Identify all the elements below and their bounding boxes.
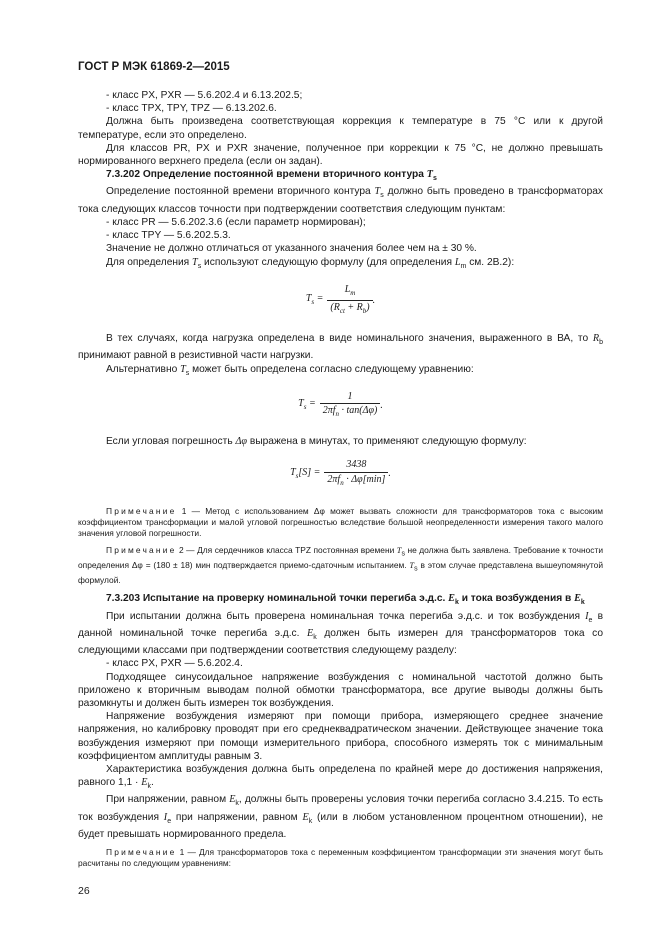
- paragraph: Напряжение возбуждения измеряют при помощи прибора, измеряющего среднее значение напряжения, но калибровку проводят при его среднеквадратическом значении. Действующее значение тока возбуждения измеряют при помощи измерительного прибора, способного измерять ток с минимальным коэффициентом амплитуды равным 3.: [78, 711, 603, 762]
- paragraph: Подходящее синусоидальное напряжение возбуждения с номинальной частотой должно быть приложено к вторичным выводам полной обмотки трансформатора, все другие выводы должны быть разомкнуты и должен быть измерен ток возбуждения.: [78, 671, 603, 709]
- page-number: 26: [78, 885, 90, 897]
- formula-ts-tan: $T_s$ = $\frac{1}{2\pi f_n \cdot \tan(\Delta\varphi)}$ .: [298, 390, 383, 419]
- paragraph: - класс PX, PXR — 5.6.202.4 и 6.13.202.5;: [106, 90, 303, 101]
- section-heading-7-3-203: 7.3.203 Испытание на проверку номинальной точки перегиба э.д.с. $E_k$ и тока возбуждения в $E_k$: [106, 593, 585, 607]
- paragraph: - класс TPX, TPY, TPZ — 6.13.202.6.: [106, 103, 277, 115]
- note-2: Примечание 2 — Для сердечников класса TPZ постоянная времени $T_s$ не должна быть заявлена. Требование к точности определения Δφ = (180 ± 18) мин подтверждается приемо-сдаточным испытанием. $T_s$ в этом случае представлена вышеупомянутой формулой.: [78, 545, 604, 586]
- paragraph: Альтернативно $T_s$ может быть определена согласно следующему уравнению:: [106, 363, 474, 377]
- paragraph: - класс PX, PXR — 5.6.202.4.: [106, 658, 243, 670]
- paragraph: Значение не должно отличаться от указанного значения более чем на ± 30 %.: [106, 243, 477, 255]
- paragraph: Определение постоянной времени вторичного контура $T_s$ должно быть проведено в трансформаторах тока следующих классов точности при подтверждении соответствия следующим пунктам:: [78, 186, 604, 215]
- paragraph: В тех случаях, когда нагрузка определена в виде номинального значения, выраженного в ВА, то $R_b$ принимают равной в резистивной части нагрузки.: [78, 333, 603, 362]
- paragraph: Для классов PR, PX и PXR значение, полученное при коррекции к 75 °С, не должно превышать нормированного верхнего предела (если он задан).: [78, 142, 603, 168]
- note-1: Примечание 1 — Метод с использованием Δφ может вызвать сложности для трансформаторов тока с высоким коэффициентом трансформации и малой угловой погрешностью вследствие большой неопределенности измерения такого малого значения угловой погрешности.: [78, 505, 603, 539]
- formula-ts-resistance: $T_s$ = $\frac{L_m}{(R_{ct} + R_b)}$ .: [305, 283, 376, 315]
- paragraph: При напряжении, равном $E_k$, должны быть проверены условия точки перегиба согласно 3.4.215. То есть ток возбуждения $I_e$ при напряжении, равном $E_k$ (или в любом установленном процентном отношении), не будет превышать нормированного предела.: [78, 794, 604, 840]
- paragraph: - класс TPY — 5.6.202.5.3.: [106, 230, 231, 242]
- paragraph: - класс PR — 5.6.202.3.6 (если параметр нормирован);: [106, 216, 366, 228]
- paragraph: Если угловая погрешность Δφ выражена в минутах, то применяют следующую формулу:: [106, 436, 527, 448]
- document-body: [78, 89, 603, 869]
- paragraph: Для определения $T_s$ используют следующую формулу (для определения $L_m$ см. 2В.2):: [106, 256, 515, 270]
- document-header: ГОСТ Р МЭК 61869-2—2015: [78, 61, 230, 73]
- note-3: Примечание 1 — Для трансформаторов тока с переменным коэффициентом трансформации эти значения могут быть расчитаны по следующим уравнениям:: [78, 847, 603, 869]
- paragraph: Характеристика возбуждения должна быть определена по крайней мере до достижения напряжения, равного $1,1 \cdot E_k$.: [78, 763, 603, 791]
- paragraph: Должна быть произведена соответствующая коррекция к температуре в 75 °С или к другой температуре, если это определено.: [78, 116, 603, 141]
- formula-ts-minutes: $T_s[S]$ = $\frac{3438}{2\pi f_n \cdot \Delta\varphi[\min]}$ .: [290, 459, 391, 487]
- section-heading-7-3-202: 7.3.202 Определение постоянной времени вторичного контура $T_s$: [106, 169, 437, 183]
- paragraph: При испытании должна быть проверена номинальная точка перегиба э.д.с. и ток возбуждения $I_e$ в данной номинальной точке перегиба э.д.с. $E_k$ должен быть измерен для трансформаторов тока со следующими классами при подтверждении соответствия следующему разделу:: [78, 610, 603, 657]
